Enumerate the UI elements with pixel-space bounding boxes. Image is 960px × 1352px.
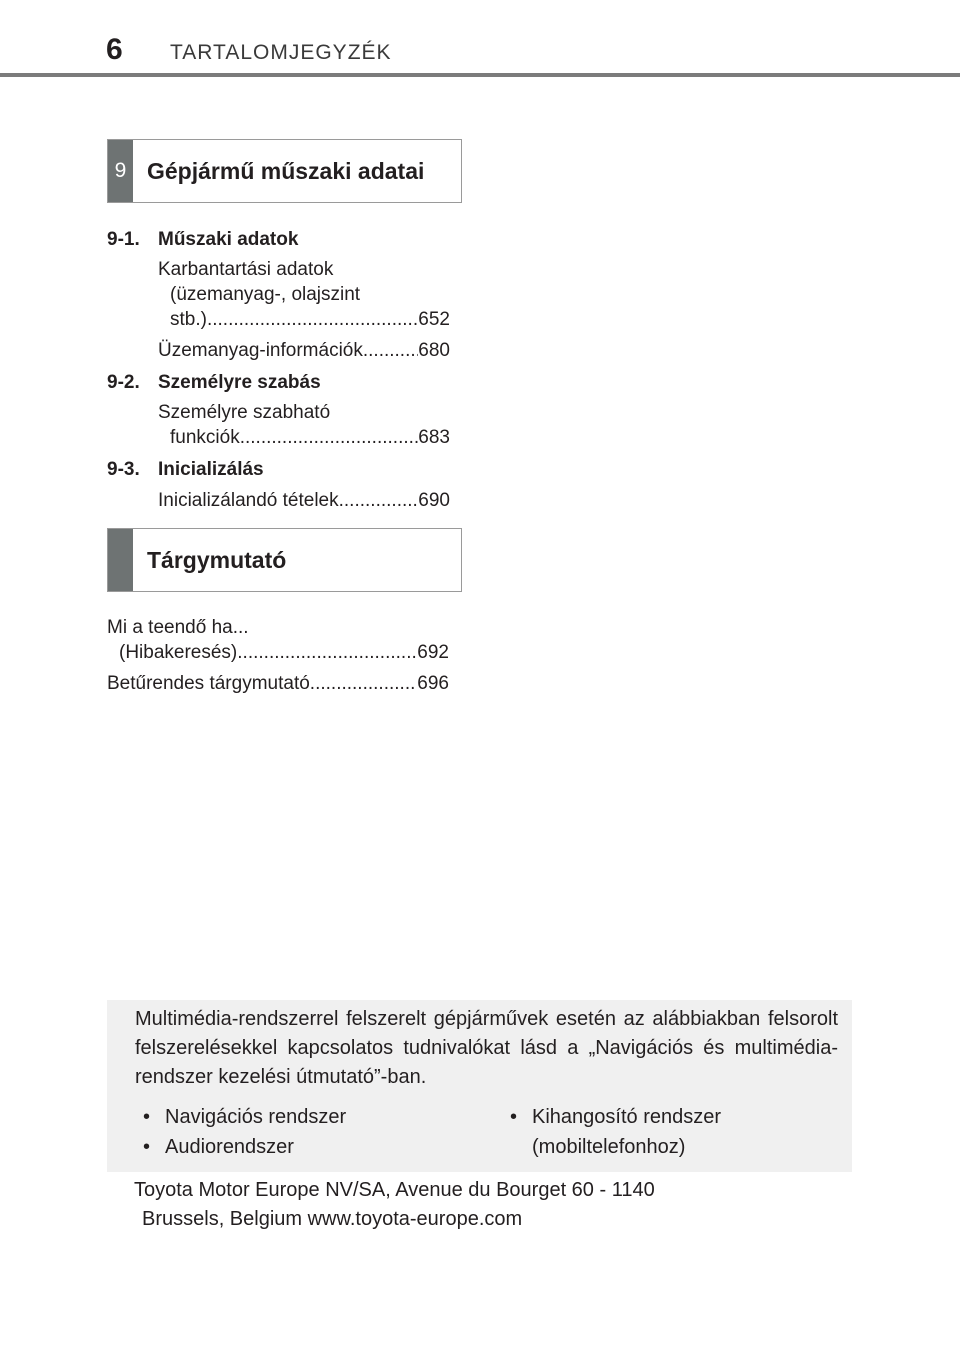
header-divider bbox=[0, 73, 960, 77]
page-ref: 690 bbox=[418, 490, 450, 511]
bullet-icon: • bbox=[143, 1136, 151, 1158]
toc-entry-szemelyre-szabhato-funkciok[interactable]: Személyre szabható funkciók ..... 683 bbox=[158, 400, 450, 450]
bullet-icon: • bbox=[143, 1106, 151, 1128]
toc-entry-karbantartasi-adatok[interactable]: Karbantartási adatok (üzemanyag-, olajszint stb.) ..... 652 bbox=[158, 257, 450, 332]
page-ref: 696 bbox=[417, 673, 449, 694]
page-ref: 683 bbox=[418, 427, 450, 448]
page-ref: 680 bbox=[418, 340, 450, 361]
section-9-header[interactable] bbox=[107, 139, 462, 203]
toc-entry-uzemanyag-informaciok[interactable]: Üzemanyag-információk ..... 680 bbox=[158, 338, 450, 363]
bullet-audio: • Audiorendszer bbox=[143, 1133, 294, 1162]
page-ref: 692 bbox=[417, 642, 449, 663]
subsection-heading: Műszaki adatok bbox=[158, 229, 299, 250]
section-title: Tárgymutató bbox=[147, 547, 287, 573]
subsection-number: 9-1. bbox=[107, 229, 140, 250]
multimedia-note-box bbox=[107, 1000, 852, 1172]
page-number: 6 bbox=[106, 33, 123, 66]
address-line-2: Brussels, Belgium www.toyota-europe.com bbox=[142, 1208, 523, 1230]
index-section-header[interactable] bbox=[107, 528, 462, 592]
subsection-heading: Inicializálás bbox=[158, 459, 264, 480]
toc-entry-betrendes-targymutato[interactable]: Betűrendes tárgymutató ..... 696 bbox=[107, 671, 449, 696]
page-title: TARTALOMJEGYZÉK bbox=[170, 41, 392, 64]
publisher-address bbox=[134, 1176, 655, 1234]
bullet-icon: • bbox=[510, 1106, 518, 1128]
toc-entry-mi-a-teendo[interactable]: Mi a teendő ha... (Hibakeresés) ..... 692 bbox=[107, 615, 449, 665]
subsection-number: 9-3. bbox=[107, 459, 140, 480]
page-ref: 652 bbox=[418, 309, 450, 330]
bullet-handsfree-continued: (mobiltelefonhoz) bbox=[532, 1136, 686, 1158]
page-header bbox=[0, 0, 960, 80]
section-title: Gépjármű műszaki adatai bbox=[147, 158, 425, 184]
note-paragraph: Multimédia-rendszerrel felszerelt gépjárművek esetén az alábbiakban felsorolt felszerelésekkel kapcsolatos tudnivalókat lásd a „Navigációs és multimédia-rendszer kezelési útmutató”-ban. bbox=[135, 1008, 838, 1088]
section-tab-blank bbox=[108, 529, 133, 591]
subsection-number: 9-2. bbox=[107, 372, 140, 393]
bullet-navigation: • Navigációs rendszer bbox=[143, 1103, 346, 1132]
section-tab-number: 9 bbox=[108, 140, 133, 202]
subsection-heading: Személyre szabás bbox=[158, 372, 321, 393]
bullet-handsfree: • Kihangosító rendszer bbox=[510, 1103, 721, 1132]
address-line-1: Toyota Motor Europe NV/SA, Avenue du Bourget 60 - 1140 bbox=[134, 1179, 655, 1201]
toc-entry-inicializalando-tetelek[interactable]: Inicializálandó tételek ..... 690 bbox=[158, 488, 450, 513]
